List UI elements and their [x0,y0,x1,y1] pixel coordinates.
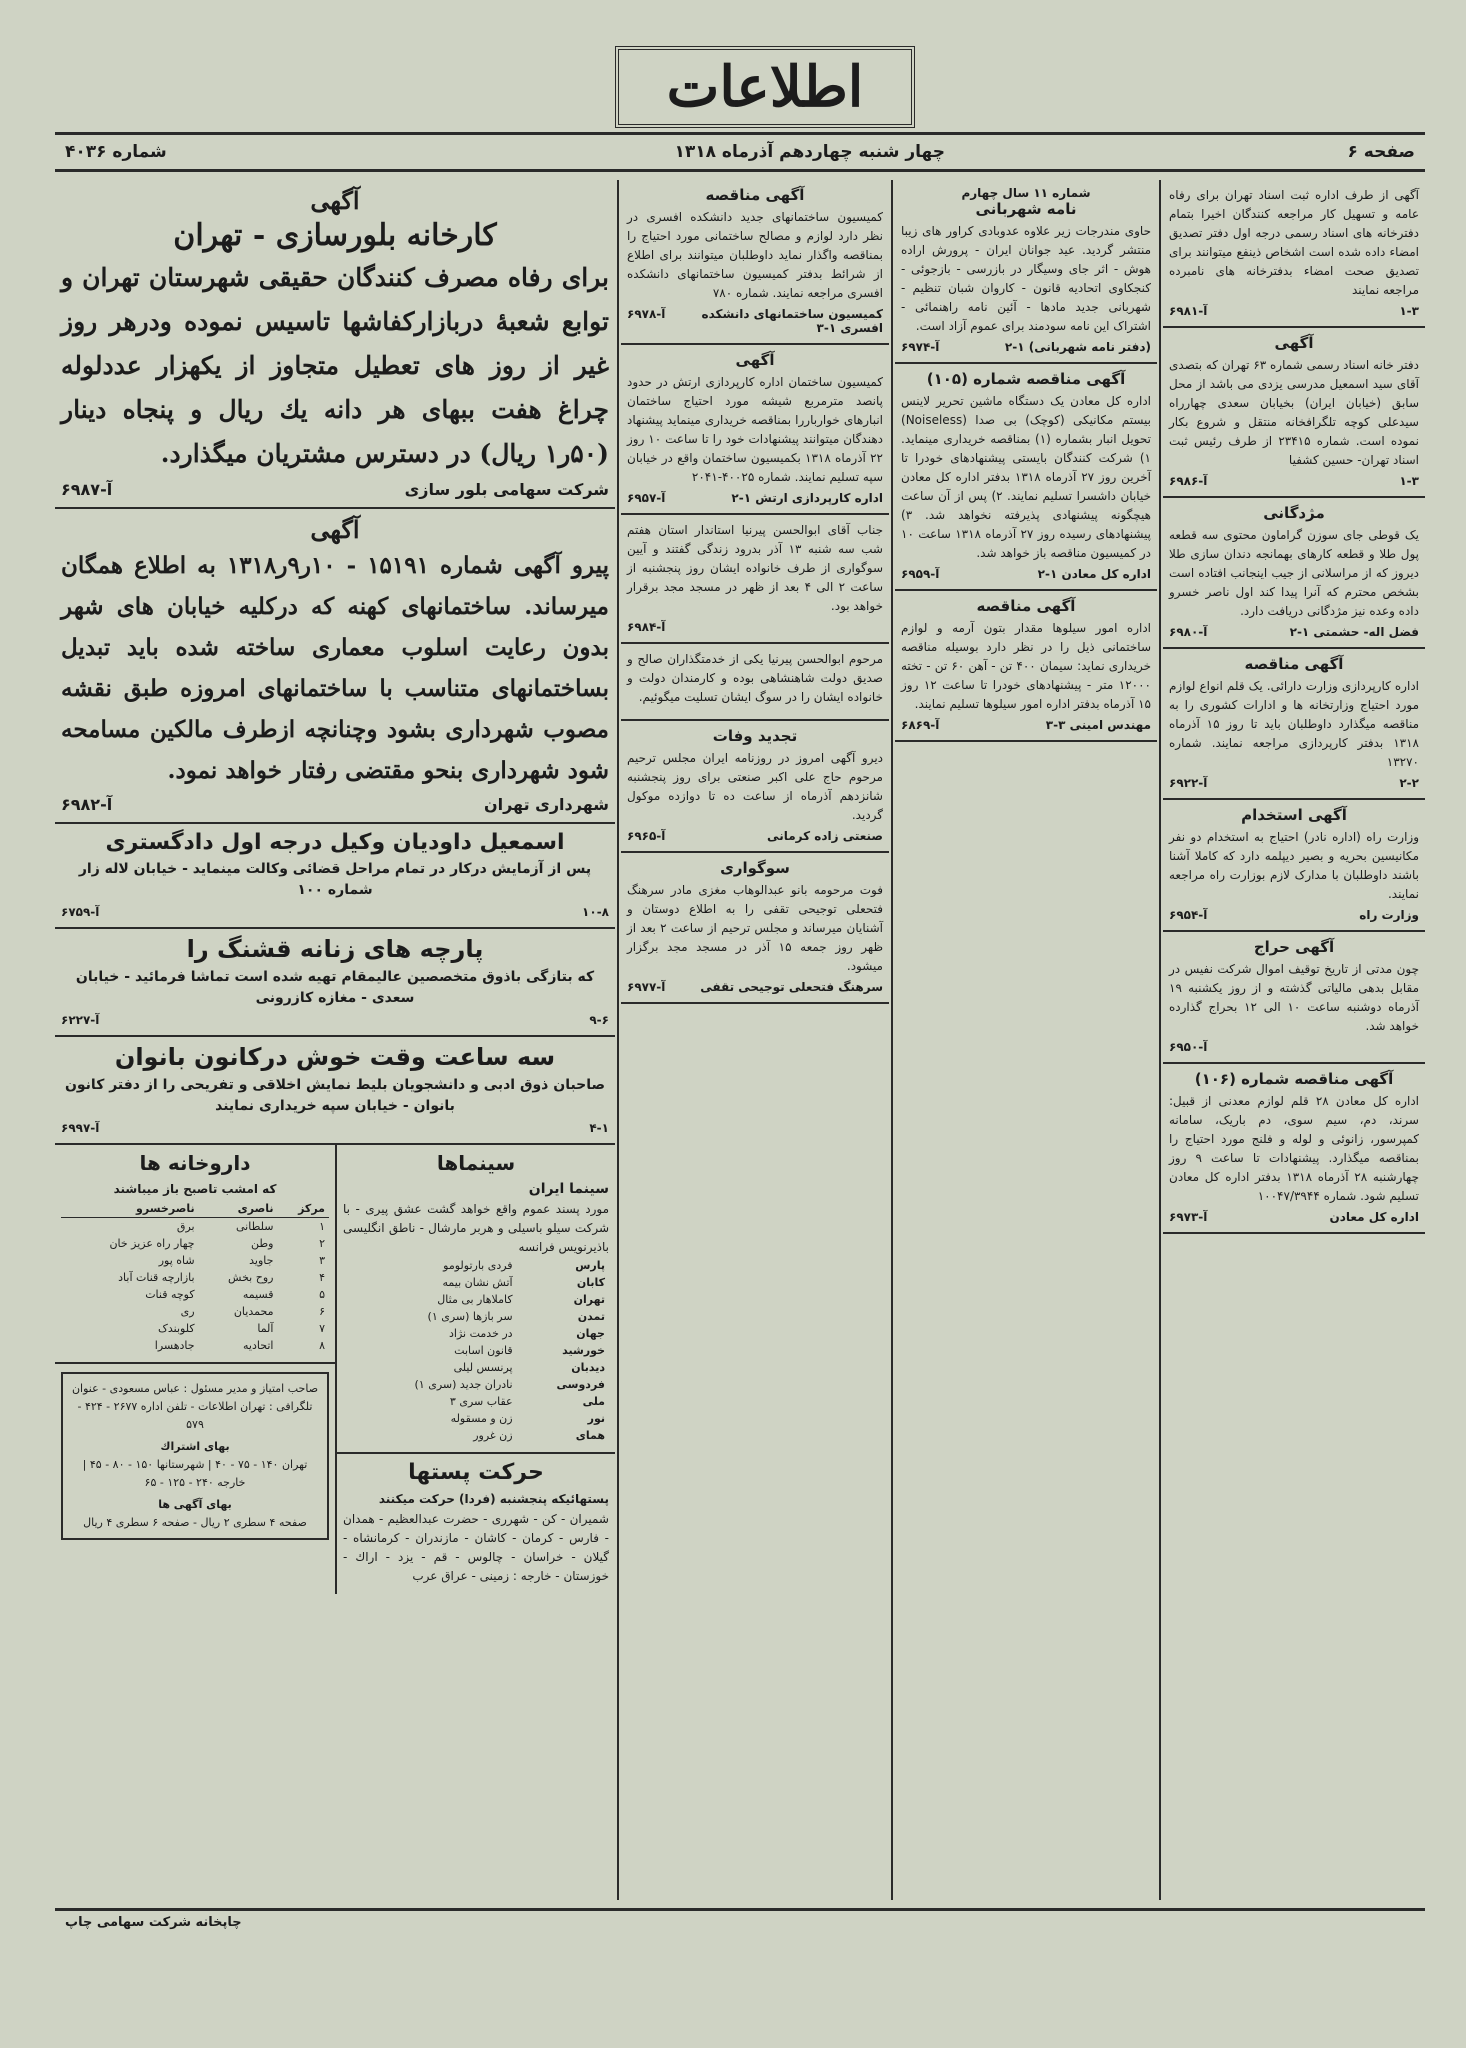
issue-number: شماره ۴۰۳۶ [65,142,167,162]
ad-body: آگهی از طرف اداره ثبت اسناد تهران برای رفاه عامه و تسهیل کار مراجعه کنندگان اخیرا بتمام دفترخانه های اسناد رسمی درجه اول دفتر تصدیق امضاء داده شده است اشخاص ذینفع میتوانند برای تصدیق صحت امضاء بدفترخانه های نامبرده مراجعه نمایند [1169,188,1419,297]
ad-signature: ۲-۲ [1399,776,1419,790]
ad-title: آگهی مناقصه شماره (۱۰۵) [926,370,1126,388]
ad-code: آ-۶۹۶۵ [627,829,666,843]
ad-signature: ۱-۳ [1399,474,1419,488]
subscription-rates: تهران ۱۴۰ - ۷۵ - ۴۰ | شهرستانها ۱۵۰ - ۸۰ - ۴۵ | خارجه ۲۴۰ - ۱۲۵ - ۶۵ [82,1458,308,1489]
ad-code: آ-۶۹۸۱ [1169,304,1208,318]
table-row [61,1269,329,1286]
ad-body: اداره امور سیلوها مقدار بتون آرمه و لوازم ساختمانی ذیل را در نظر دارد بوسیله مناقصه خریداری نماید: سیمان ۴۰۰ تن - آهن ۶۰ تن - تخته ۱۲۰۰۰ متر - پیشنهادهای خودرا تا ساعت ۱۲ روز ۱۵ آذرماه بدفتر اداره امور سیلوها تسلیم نمایند. [901,621,1152,711]
masthead [55,40,1425,132]
column-2 [895,180,1157,742]
column-rule [891,180,893,1900]
table-cell: اتحادیه [243,1339,274,1352]
table-cell: شاه پور [158,1254,195,1267]
ad-code: آ-۶۷۵۹ [61,905,100,919]
cinema-name: تهران [573,1293,605,1306]
ad-body: حاوی مندرجات زیر علاوه عدوبادی کراور های زیبا منتشر گردید. عید جوانان ایران - پرورش اراده هوش - اثر جای وسیگار در بازرسی - بازجوئی - کنجکاوی اتحادیه قانون - کاروان شبان تنظیم - شهربانی جدید مادها - آئین نامه راهنمائی - اشتراک این نامه سودمند برای عموم آزاد است. [901,224,1151,333]
ad-body: کمیسیون ساختمانهای جدید دانشکده افسری در نظر دارد لوازم و مصالح ساختمانی مورد احتیاج را بمناقصه واگذار نماید داوطلبان میتوانند برای اطلاع از شرائط بدفتر کمیسیون ساختمانهای دانشکده افسری مراجعه نمایند. شماره ۷۸۰ [627,210,883,300]
cinema-name: تمدن [577,1310,605,1323]
ad-title: سه ساعت وقت خوش درکانون بانوان [114,1043,556,1071]
ad-code: آ-۶۹۸۴ [627,620,666,634]
subscription-title: بهای اشتراك [160,1440,230,1453]
wide-column [55,180,615,1594]
ad-signature: اداره کارپردازی ارتش ۱-۲ [731,491,883,505]
ad-title: اسمعیل داودیان وکیل درجه اول دادگستری [105,830,565,855]
classified-ad [1163,498,1425,649]
table-row [61,1337,329,1354]
table-row [343,1291,609,1308]
table-cell: ۷ [319,1322,325,1335]
ad-code: آ-۶۹۸۶ [1169,474,1208,488]
pharmacy-table [61,1200,329,1354]
classified-ad [621,644,889,721]
table-cell: برق [176,1220,195,1233]
table-cell: ۵ [319,1288,325,1301]
table-cell: روح بخش [228,1271,274,1284]
table-header: مرکز [277,1200,329,1218]
ad-signature: کمیسیون ساختمانهای دانشکده افسری ۱-۳ [701,307,883,335]
ad-code: آ-۶۸۶۹ [901,718,940,732]
table-row [343,1359,609,1376]
page-number: صفحه ۶ [1347,142,1415,162]
table-row [343,1376,609,1393]
ad-signature: شهرداری تهران [483,795,609,814]
bottom-section [55,1145,615,1594]
cinema-film: آتش نشان بیمه [442,1276,513,1289]
table-header: ناصری [199,1200,278,1218]
ad-title: سوگواری [720,859,790,877]
column-3 [621,180,889,1004]
classified-ad [621,345,889,515]
featured-cinema-body: مورد پسند عموم واقع خواهد گشت عشق پیری - با شرکت سیلو باسیلی و هربر مارشال - ناطق انگلیسی باذیرنویس فرانسه [343,1202,609,1254]
adrates-title: بهای آگهی ها [158,1498,232,1511]
printer-name: چاپخانه شرکت سهامی چاپ [65,1915,242,1930]
cinema-name: ملی [582,1395,605,1408]
classified-ad [621,853,889,1004]
ad-code: آ-۶۹۷۸ [627,307,666,321]
ad-body: دفتر خانه اسناد رسمی شماره ۶۳ تهران که بتصدی آقای سید اسمعیل مدرسی یزدی می باشد از محل سابق (خیابان ایران) بخیابان سعدی چهارراه سیدعلی کوچه تلگرافخانه منتقل و شروع بکار نموده است. شماره ۲۳۴۱۵ از طرف رئیس ثبت اسناد تهران- حسین کشفیا [1169,358,1419,467]
ad-signature: ۱-۳ [1399,304,1419,318]
ad-body: پس از آزمایش درکار در تمام مراحل قضائی وکالت مینماید - خیابان لاله زار شماره ۱۰۰ [78,861,592,898]
cinema-film: پرنسس لیلی [453,1361,513,1374]
ad-body: پیرو آگهی شماره ۱۵۱۹۱ - ۱۰ر۹ر۱۳۱۸ به اطلاع همگان میرساند. ساختمانهای کهنه که درکلیه خیابان های شهر بدون رعایت اسلوب معماری ساخته شده باید تبدیل بساختمانهای متناسب با ساختمانهای امروزه طبق نقشه مصوب شهرداری بشود وچنانچه ازطرف مالکین مسامحه شود شهرداری بنحو مقتضی رفتار خواهد نمود. [61,552,609,784]
ad-body: اداره کل معادن یک دستگاه ماشین تحریر لاینس بیستم مکانیکی (کوچک) بی صدا (Noiseless) تحویل انبار بشماره (۱) بمناقصه خریداری مینماید. ۱) شرکت کنندگان بایستی پیشنهادهای خودرا تا آخرین روز ۲۷ آذرماه ۱۳۱۸ بدفتر اداره کل معادن خیابان داشسرا تسلیم نمایند. ۲) پس از آن ساعت هیچگونه پیشنهادی پذیرفته نخواهد شد. ۳) پیشنهادهای رسیده روز ۲۷ آذرماه ۱۳۱۸ ساعت ۱۰ در کمیسیون مناقصه باز خواهد شد. [901,394,1151,560]
cinema-name: دیدبان [571,1361,605,1374]
table-cell: جادهسرا [154,1339,195,1352]
table-row [343,1342,609,1359]
ad-code: آ-۶۲۲۷ [61,1013,100,1027]
table-row [343,1257,609,1274]
featured-cinema: سینما ایران [528,1181,609,1197]
table-cell: قسیمه [242,1288,274,1301]
column-1 [1163,180,1425,1234]
ad-code: آ-۶۹۵۷ [627,491,666,505]
masthead-title: اطلاعات [615,46,915,128]
classified-ad [1163,1064,1425,1234]
cinemas-post-section [335,1145,615,1594]
ad-title: آگهی [735,351,775,369]
pharmacies-listing [55,1145,335,1364]
ad-body: وزارت راه (اداره نادر) احتیاج به استخدام دو نفر مکانیسین بحریه و بصیر دیپلمه دارد که کاملا آشنا باشند داوطلبان با مدارک لازم بوزارت راه مراجعه نمایند. [1169,830,1419,901]
ad-body: چون مدتی از تاریخ توقیف اموال شرکت نفیس در مقابل بدهی مالیاتی گذشته و از روز یکشنبه ۱۹ آذرماه دوشنبه ساعت ۱۰ الی ۱۲ بحراج گذارده خواهد شد. [1169,962,1420,1033]
ad-subtitle: شماره ۱۱ سال چهارم [961,186,1091,200]
cinema-film: زن غرور [473,1429,513,1442]
ad-signature: ۹-۶ [589,1013,609,1027]
table-row [343,1325,609,1342]
ad-code: آ-۶۹۸۷ [61,480,113,499]
womens-center-ad [55,1037,615,1145]
classified-ad [621,515,889,644]
ad-body: برای رفاه مصرف کنندگان حقیقی شهرستان تهران و توابع شعبهٔ دربازارکفاشها تاسیس نموده ودرهر روز غیر از روز های تعطیل متجاوز از یکهزار عددلوله چراغ هفت ببهای هر دانه یك ریال و پنجاه دینار (۵۰ر۱ ریال) در دسترس مشتریان میگذارد. [61,263,609,468]
ad-body: اداره کل معادن ۲۸ قلم لوازم معدنی از قبیل: سرند، دم، سیم سوی، دم باریک، سامانه کمپرسور، زانوئی و لوله و فلنج مورد احتیاج را بمناقصه میگذارد. پیشنهادات تا ساعت ۹ روز چهارشنبه ۲۸ آذرماه ۱۳۱۸ بدفتر اداره کل معادن تسلیم شود. شماره ۱۰۰۴۷/۳۹۴۴ [1169,1094,1419,1203]
table-row [61,1303,329,1320]
table-row [61,1218,329,1236]
cinema-film: عقاب سری ۳ [449,1395,513,1408]
lawyer-ad [55,824,615,929]
ad-body: صاحبان ذوق ادبی و دانشجویان بلیط نمایش اخلاقی و تفریحی را از دفتر کانون بانوان - خیابان سپه خریداری نمایند [64,1077,606,1114]
cinema-name: نور [587,1412,605,1425]
post-subtitle: پستهائیکه پنجشنبه (فردا) حرکت میکنند [378,1492,609,1506]
table-cell: ۴ [319,1271,325,1284]
pharmacy-publisher-section [55,1145,335,1594]
table-cell: وطن [251,1237,274,1250]
cinema-name: فردوسی [556,1378,605,1391]
pharmacies-title: داروخانه ها [139,1151,251,1175]
cinema-table [343,1257,609,1444]
ad-title: آگهی [310,186,360,215]
ad-title: آگهی مناقصه [976,597,1076,615]
table-cell: ۸ [319,1339,325,1352]
classified-ad [895,180,1157,364]
glass-factory-ad [55,180,615,509]
municipality-ad [55,509,615,824]
classified-ad [621,721,889,853]
table-cell: کوچه قنات [145,1288,195,1301]
cinema-name: پارس [575,1259,605,1272]
cinema-name: همای [575,1429,605,1442]
table-row [343,1274,609,1291]
classified-ad [895,364,1157,591]
ad-signature: اداره کل معادن ۱-۲ [1037,567,1151,581]
dateline [55,132,1425,172]
table-cell: آلما [257,1322,274,1335]
ad-title: آگهی مناقصه [705,186,805,204]
footer [55,1908,1425,1937]
table-row [61,1252,329,1269]
ad-body: کمیسیون ساختمان اداره کارپردازی ارتش در حدود پانصد مترمربع شیشه مورد احتیاج ساختمان انبارهای خوارباررا بمناقصه خریداری مینماید پیشنهاد دهندگان میتوانند پیشنهادات خود را تا ساعت ۱۰ روز ۲۲ آذرماه ۱۳۱۸ بکمیسیون ساختمان واقع در خیابان سپه تسلیم نمایند. شماره ۴۰۰۲۵-۲۰۴۱ [627,375,883,484]
table-cell: ری [180,1305,195,1318]
table-row [343,1427,609,1444]
ad-code: آ-۶۹۸۰ [1169,625,1208,639]
ad-code: آ-۶۹۵۴ [1169,908,1208,922]
table-row [61,1286,329,1303]
ad-code: آ-۶۹۵۰ [1169,1040,1208,1054]
ad-code: آ-۶۹۵۹ [901,567,940,581]
table-cell: چهار راه عزیز خان [109,1237,195,1250]
table-header: ناصرخسرو [61,1200,199,1218]
classified-ad [1163,649,1425,800]
table-cell: ۱ [319,1220,325,1233]
ad-code: آ-۶۹۸۲ [61,795,113,814]
ad-body: یک قوطی جای سوزن گراماون محتوی سه قطعه پول طلا و قطعه کارهای بهمانجه دندان سازی طلا دیروز که از مراسلانی از جیب اینجانب افتاده است بشخص محترم که آنرا پیدا کند اول ناصر خسرو داده وعده نیز مژدگانی دریافت دارد. [1169,528,1419,618]
ad-title: آگهی [310,515,360,544]
table-cell: محمدیان [233,1305,274,1318]
ad-code: آ-۶۹۷۳ [1169,1210,1208,1224]
adrates: صفحه ۴ سطری ۲ ریال - صفحه ۶ سطری ۴ ریال [83,1516,307,1529]
classified-ad [1163,328,1425,498]
table-cell: جاوید [249,1254,274,1267]
cinema-film: فردی بارتولومو [443,1259,513,1272]
ad-signature: اداره کل معادن [1329,1210,1419,1224]
ad-title: پارچه های زنانه قشنگ را [186,935,484,963]
cinema-film: در خدمت نژاد [449,1327,513,1340]
ad-body: مرحوم ابوالحسن پیرنیا یکی از خدمتگذاران صالح و صدیق دولت شاهنشاهی بوده و کارمندان دولت و خانواده ایشان را در سوگ ایشان تسلیت میگوئیم. [627,652,883,704]
ad-code: آ-۶۹۲۲ [1169,776,1208,790]
ad-title: آگهی [1274,334,1314,352]
table-cell: ۲ [319,1237,325,1250]
ad-signature: وزارت راه [1359,908,1419,922]
publisher-info: صاحب امتیاز و مدیر مسئول : عباس مسعودی - عنوان تلگرافی : تهران اطلاعات - تلفن اداره ۲۶۷۷ - ۴۲۴ - ۵۷۹ [71,1382,319,1431]
table-cell: ۳ [319,1254,325,1267]
ad-title: آگهی استخدام [1241,806,1347,824]
table-cell: بازارچه قنات آباد [118,1271,195,1284]
classified-ad [1163,932,1425,1064]
table-cell: کلوبندک [158,1322,195,1335]
ad-body: دیرو آگهی امروز در روزنامه ایران مجلس ترحیم مرحوم حاج علی اکبر صنعتی برای روز پنجشنبه شانزدهم آذرماه از ساعت ده تا دوازده موکول گردید. [627,751,883,822]
ad-title: آگهی مناقصه [1244,655,1344,673]
publisher-box [61,1372,329,1540]
table-row [61,1320,329,1337]
ad-signature: فضل اله- حشمتی ۱-۲ [1289,625,1419,639]
ad-body: جناب آقای ابوالحسن پیرنیا استاندار استان هفتم شب سه شنبه ۱۳ آذر بدرود زندگی گفتند و آیین سوگواری از طرف خانواده ایشان روز پنجشنبه از ساعت ۲ الی ۴ بعد از ظهر در مسجد مجد برقرار خواهد بود. [627,523,884,613]
table-cell: سلطانی [236,1220,274,1233]
ad-signature: مهندس امینی ۳-۳ [1045,718,1151,732]
ad-body: اداره کارپردازی وزارت دارائی. یک قلم انواع لوازم مورد احتیاج وزارتخانه ها و ادارات کشوری را به مناقصه میگذارد داوطلبان باید تا روز ۱۵ آذرماه ۱۳۱۸ بدفتر کارپردازی مراجعه نمایند. شماره ۱۳۲۷۰ [1169,679,1419,769]
newspaper-page [55,40,1425,2020]
ad-signature: ۱۰-۸ [582,905,609,919]
ad-title: تجدید وفات [712,727,798,745]
classified-ad [621,180,889,345]
ad-title: مژدگانی [1263,504,1325,522]
classified-ad [1163,800,1425,932]
ad-title: آگهی مناقصه شماره (۱۰۶) [1194,1070,1394,1088]
pharmacies-subtitle: که امشب تاصبح باز میباشند [113,1182,277,1196]
cinema-name: جهان [576,1327,605,1340]
ad-signature: (دفتر نامه شهربانی) ۱-۲ [1004,340,1151,354]
cinema-film: قانون اسابت [454,1344,513,1357]
cinemas-listing [337,1145,615,1454]
cinema-name: کابان [576,1276,605,1289]
cinema-film: زن و مسقوله [450,1412,513,1425]
cinemas-title: سینماها [436,1151,516,1175]
classified-ad [1163,180,1425,328]
fabric-ad [55,929,615,1037]
ad-body: که بتازگی باذوق متخصصین عالیمقام تهیه شده است تماشا فرمائید - خیابان سعدی - مغازه کازرونی [75,969,595,1006]
column-rule [617,180,619,1900]
table-cell: ۶ [319,1305,325,1318]
cinema-film: کاملاهار بی مثال [437,1293,513,1306]
ad-headline: کارخانه بلورسازی - تهران [173,218,497,253]
ad-signature: صنعتی زاده کرمانی [767,829,883,843]
ad-title: آگهی حراج [1253,938,1335,956]
ad-title: نامه شهربانی [975,200,1077,218]
post-body: شمیران - کن - شهرری - حضرت عبدالعظیم - همدان - فارس - کرمان - کاشان - مازندران - کرمانشاه - گیلان - خراسان - چالوس - قم - یزد - اراك - خوزستان - خارجه : زمینی - عراق عرب [343,1512,609,1583]
classified-ad [895,591,1157,742]
ad-signature: سرهنگ فتحعلی توجیحی تقفی [700,980,883,994]
ad-signature: ۴-۱ [589,1121,609,1135]
cinema-film: نادران جدید (سری ۱) [414,1378,513,1391]
table-row [343,1410,609,1427]
table-row [343,1393,609,1410]
ad-signature: شرکت سهامی بلور سازی [404,480,609,499]
ad-code: آ-۶۹۹۷ [61,1121,100,1135]
ad-code: آ-۶۹۷۷ [627,980,666,994]
cinema-name: خورشید [562,1344,605,1357]
column-rule [1159,180,1161,1900]
post-schedule [337,1454,615,1594]
ad-body: فوت مرحومه بانو عبدالوهاب مغزی مادر سرهنگ فتحعلی توجیحی تقفی را به اطلاع دوستان و آشنایان میرساند و مجلس ترحیم از ساعت ۲ بعد از ظهر روز جمعه ۱۵ آذر در مسجد مجد برگزار میشود. [627,883,883,973]
table-row [61,1235,329,1252]
ad-code: آ-۶۹۷۴ [901,340,940,354]
cinema-film: سر بازها (سری ۱) [427,1310,513,1323]
table-row [343,1308,609,1325]
issue-date: چهار شنبه چهاردهم آذرماه ۱۳۱۸ [674,142,945,162]
post-title: حرکت پستها [408,1460,544,1485]
